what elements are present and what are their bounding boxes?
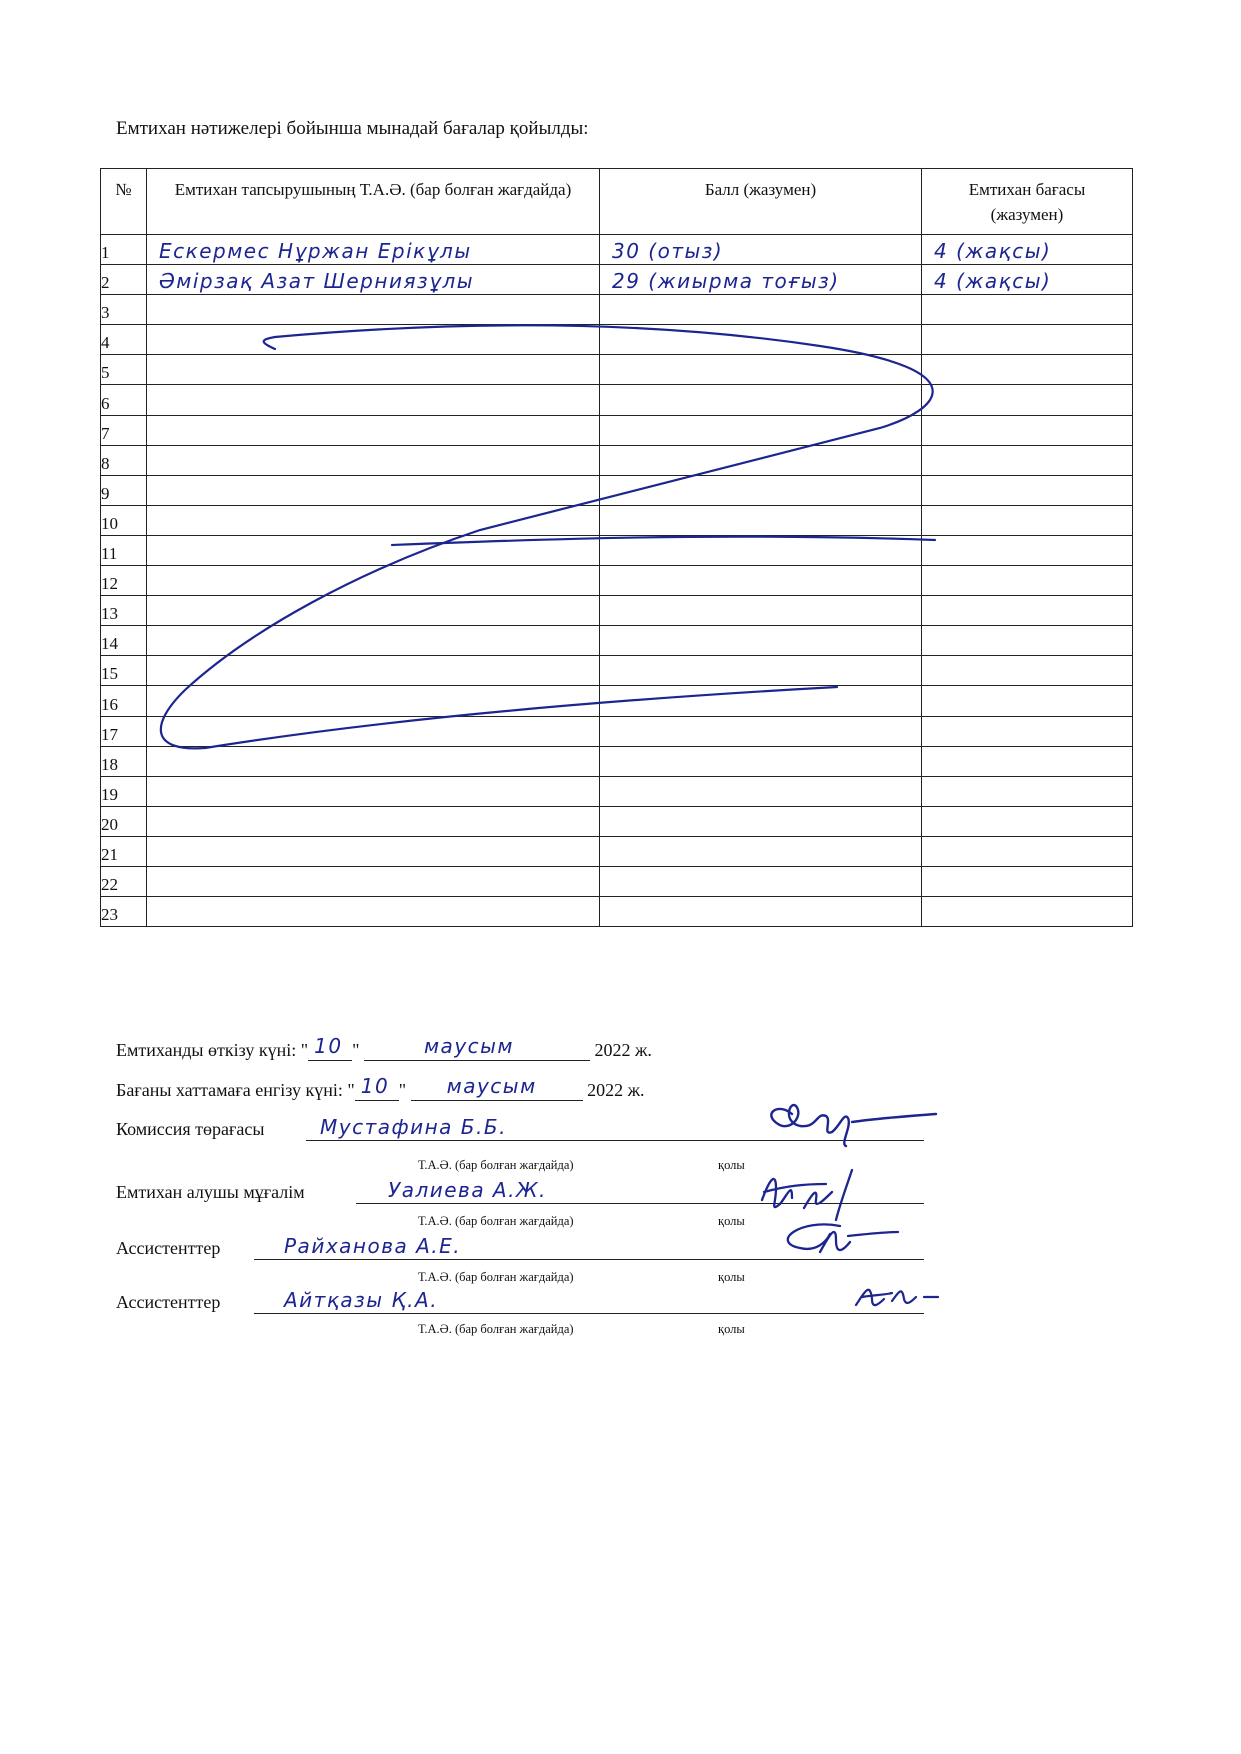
intro-text: Емтихан нәтижелері бойынша мынадай бағалар қойылды: (116, 118, 589, 139)
student-name (147, 716, 600, 746)
assistant-1-role: Ассистенттер (116, 1238, 221, 1258)
table-row (101, 535, 1133, 565)
grade-cell-text: 4 (жақсы) (934, 239, 1052, 264)
header-score: Балл (жазумен) (600, 169, 922, 235)
chairman-sign-caption: қолы (718, 1158, 745, 1172)
table-row (101, 716, 1133, 746)
grade-cell (922, 415, 1133, 445)
grade-cell (922, 295, 1133, 325)
student-name (147, 836, 600, 866)
grade-cell (922, 716, 1133, 746)
score-cell (600, 355, 922, 385)
student-name (147, 325, 600, 355)
table-row (101, 235, 1133, 265)
chairman-role: Комиссия төрағасы (116, 1119, 265, 1139)
teacher-name-caption: Т.А.Ә. (бар болған жағдайда) (418, 1214, 574, 1228)
grade-cell (922, 686, 1133, 716)
score-cell-text: 30 (отыз) (612, 239, 724, 264)
score-cell (600, 445, 922, 475)
student-name-text: Әмірзақ Азат Шерниязұлы (159, 269, 475, 294)
header-number: № (101, 169, 147, 235)
row-number: 7 (101, 415, 147, 445)
exam-year: 2022 ж. (594, 1040, 652, 1060)
row-number: 13 (101, 596, 147, 626)
score-cell (600, 806, 922, 836)
score-cell (600, 626, 922, 656)
assistant-1-signature (770, 1212, 910, 1267)
table-row (101, 836, 1133, 866)
student-name (147, 897, 600, 927)
row-number: 17 (101, 716, 147, 746)
header-name: Емтихан тапсырушының Т.А.Ә. (бар болған жағдайда) (147, 169, 600, 235)
grade-cell (922, 776, 1133, 806)
student-name (147, 596, 600, 626)
student-name (147, 415, 600, 445)
score-cell (600, 295, 922, 325)
row-number: 23 (101, 897, 147, 927)
assistant-1-name-caption: Т.А.Ә. (бар болған жағдайда) (418, 1270, 574, 1284)
row-number: 4 (101, 325, 147, 355)
grades-table (100, 168, 1133, 927)
score-cell (600, 866, 922, 896)
row-number: 9 (101, 475, 147, 505)
student-name (147, 566, 600, 596)
table-row (101, 806, 1133, 836)
grade-cell (922, 897, 1133, 927)
grade-cell (922, 475, 1133, 505)
entry-month-field: маусым (411, 1076, 583, 1101)
row-number: 22 (101, 866, 147, 896)
student-name (147, 535, 600, 565)
assistant-1-name: Райханова А.Е. (284, 1234, 462, 1258)
entry-day-field: 10 (355, 1076, 399, 1101)
score-cell-text: 29 (жиырма тоғыз) (612, 269, 840, 294)
entry-date-label: Бағаны хаттамаға енгізу күні: (116, 1080, 343, 1100)
table-row (101, 505, 1133, 535)
assistant-2-sign-caption: қолы (718, 1322, 745, 1336)
entry-year: 2022 ж. (587, 1080, 645, 1100)
grade-cell-text: 4 (жақсы) (934, 269, 1052, 294)
table-row (101, 325, 1133, 355)
table-row (101, 656, 1133, 686)
grade-cell (922, 355, 1133, 385)
table-row (101, 776, 1133, 806)
grade-cell (922, 626, 1133, 656)
table-row (101, 415, 1133, 445)
table-row (101, 475, 1133, 505)
assistant-2-sign-line (254, 1287, 924, 1314)
table-row (101, 295, 1133, 325)
grade-cell (922, 566, 1133, 596)
row-number: 14 (101, 626, 147, 656)
chairman-name: Мустафина Б.Б. (320, 1115, 507, 1139)
score-cell (600, 776, 922, 806)
grade-cell (922, 385, 1133, 415)
row-number: 3 (101, 295, 147, 325)
table-row (101, 385, 1133, 415)
score-cell (600, 265, 922, 295)
grade-cell (922, 806, 1133, 836)
assistant-2-role: Ассистенттер (116, 1292, 221, 1312)
grade-cell (922, 445, 1133, 475)
score-cell (600, 505, 922, 535)
grade-cell (922, 746, 1133, 776)
grade-cell (922, 596, 1133, 626)
grade-cell (922, 836, 1133, 866)
row-number: 1 (101, 235, 147, 265)
score-cell (600, 235, 922, 265)
score-cell (600, 716, 922, 746)
entry-date-line: Бағаны хаттамаға енгізу күні: " 10 " маусым 2022 ж. (116, 1074, 645, 1100)
student-name (147, 776, 600, 806)
assistant-2-name: Айтқазы Қ.А. (284, 1288, 439, 1312)
row-number: 6 (101, 385, 147, 415)
chairman-signature (760, 1092, 940, 1152)
row-number: 15 (101, 656, 147, 686)
score-cell (600, 475, 922, 505)
grade-cell (922, 235, 1133, 265)
table-row (101, 566, 1133, 596)
student-name (147, 626, 600, 656)
student-name (147, 866, 600, 896)
assistant-2-name-caption: Т.А.Ә. (бар болған жағдайда) (418, 1322, 574, 1336)
student-name-text: Ескермес Нұржан Ерікұлы (159, 239, 472, 264)
exam-day-field: 10 (308, 1036, 352, 1061)
row-number: 21 (101, 836, 147, 866)
student-name (147, 445, 600, 475)
grade-cell (922, 265, 1133, 295)
row-number: 8 (101, 445, 147, 475)
teacher-name: Уалиева А.Ж. (388, 1178, 547, 1202)
assistant-1-sign-caption: қолы (718, 1270, 745, 1284)
score-cell (600, 385, 922, 415)
student-name (147, 806, 600, 836)
exam-month-field: маусым (364, 1036, 590, 1061)
student-name (147, 475, 600, 505)
score-cell (600, 897, 922, 927)
chairman-name-caption: Т.А.Ә. (бар болған жағдайда) (418, 1158, 574, 1172)
row-number: 18 (101, 746, 147, 776)
grade-cell (922, 325, 1133, 355)
exam-date-label: Емтиханды өткізу күні: (116, 1040, 297, 1060)
score-cell (600, 656, 922, 686)
student-name (147, 295, 600, 325)
score-cell (600, 836, 922, 866)
exam-date-line: Емтиханды өткізу күні: " 10 " маусым 2022 ж. (116, 1034, 652, 1060)
student-name (147, 746, 600, 776)
row-number: 5 (101, 355, 147, 385)
grade-cell (922, 656, 1133, 686)
teacher-sign-caption: қолы (718, 1214, 745, 1228)
table-row (101, 626, 1133, 656)
student-name (147, 385, 600, 415)
row-number: 10 (101, 505, 147, 535)
table-row (101, 686, 1133, 716)
student-name (147, 656, 600, 686)
row-number: 12 (101, 566, 147, 596)
row-number: 19 (101, 776, 147, 806)
student-name (147, 686, 600, 716)
score-cell (600, 746, 922, 776)
table-body (101, 235, 1133, 927)
grade-cell (922, 866, 1133, 896)
table-row (101, 355, 1133, 385)
score-cell (600, 686, 922, 716)
grade-cell (922, 505, 1133, 535)
grade-cell (922, 535, 1133, 565)
student-name (147, 505, 600, 535)
row-number: 2 (101, 265, 147, 295)
score-cell (600, 415, 922, 445)
row-number: 11 (101, 535, 147, 565)
table-row (101, 897, 1133, 927)
teacher-role: Емтихан алушы мұғалім (116, 1182, 305, 1202)
score-cell (600, 596, 922, 626)
table-row (101, 746, 1133, 776)
assistant-2-signature (852, 1275, 942, 1315)
row-number: 20 (101, 806, 147, 836)
score-cell (600, 325, 922, 355)
score-cell (600, 566, 922, 596)
row-number: 16 (101, 686, 147, 716)
header-grade: Емтихан бағасы (жазумен) (922, 169, 1133, 235)
table-header-row (101, 169, 1133, 235)
score-cell (600, 535, 922, 565)
student-name (147, 235, 600, 265)
table-row (101, 265, 1133, 295)
student-name (147, 355, 600, 385)
table-row (101, 596, 1133, 626)
table-row (101, 445, 1133, 475)
table-row (101, 866, 1133, 896)
student-name (147, 265, 600, 295)
